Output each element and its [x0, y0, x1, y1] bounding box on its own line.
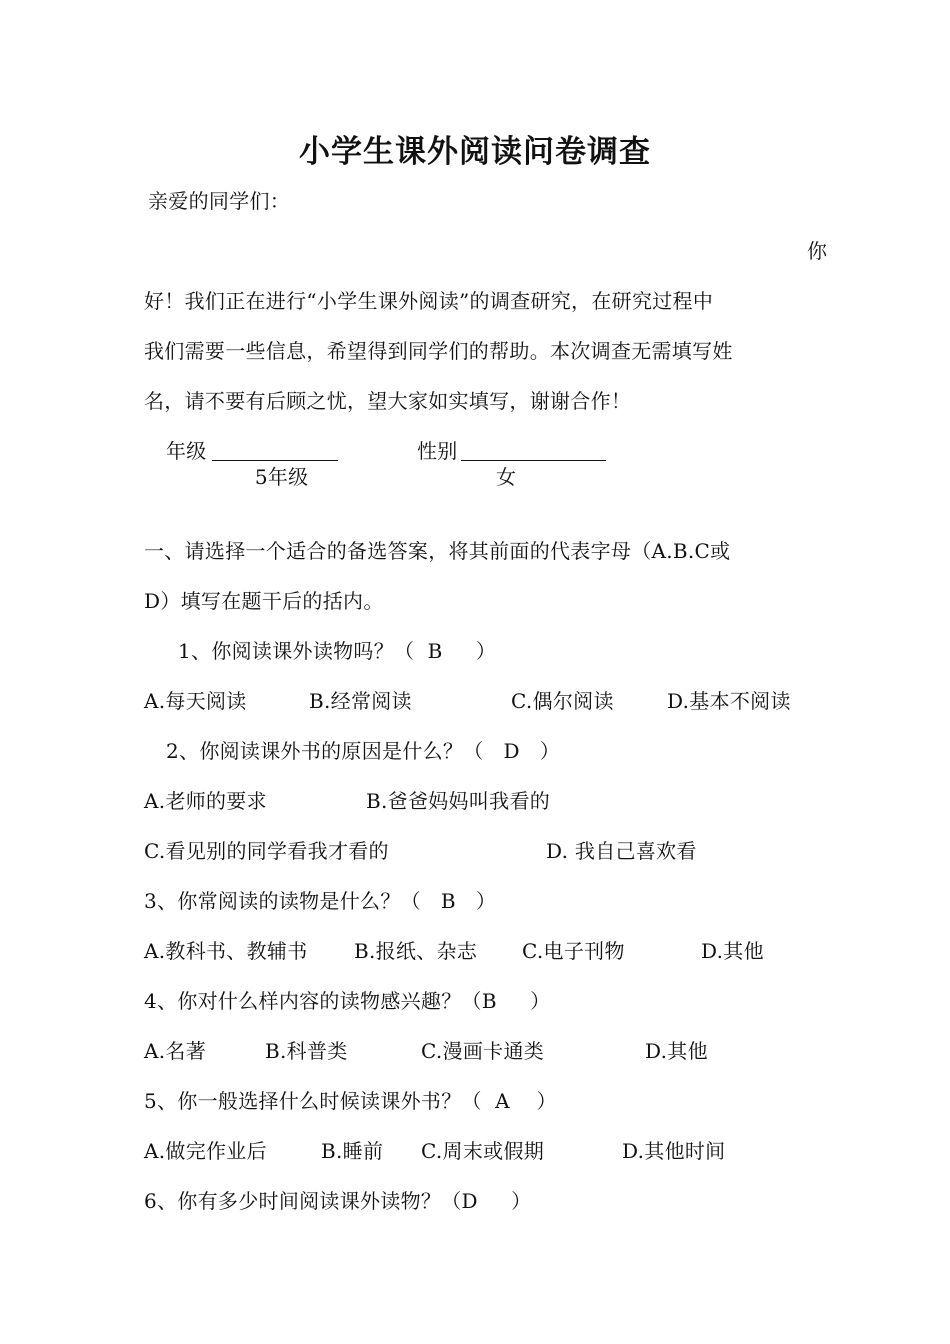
q2-option-d: D. 我自己喜欢看 [546, 839, 697, 863]
q5-option-d: D.其他时间 [622, 1139, 726, 1163]
grade-field[interactable] [212, 438, 338, 489]
q3-option-c: C.电子刊物 [522, 939, 625, 963]
intro-line-2: 我们需要一些信息，希望得到同学们的帮助。本次调查无需填写姓 [144, 339, 733, 363]
page-title: 小学生课外阅读问卷调查 [299, 134, 651, 170]
question-2: 2、你阅读课外书的原因是什么？（ D ） [166, 739, 561, 763]
q4-option-d: D.其他 [645, 1039, 708, 1063]
q5-option-a: A.做完作业后 [144, 1139, 267, 1163]
section-1-instruction-line-2: D）填写在题干后的括内。 [144, 589, 384, 613]
gender-label: 性别 [417, 439, 458, 463]
grade-value: 5年级 [254, 465, 309, 489]
q3-option-b: B.报纸、杂志 [354, 939, 478, 963]
q3-option-d: D.其他 [701, 939, 764, 963]
q1-option-a: A.每天阅读 [144, 689, 247, 713]
gender-field[interactable] [461, 438, 606, 489]
grade-label: 年级 [166, 439, 207, 463]
question-1: 1、你阅读课外读物吗？（ B ） [178, 639, 497, 663]
q3-option-a: A.教科书、教辅书 [144, 939, 308, 963]
salutation: 亲爱的同学们： [148, 189, 291, 213]
q2-option-c: C.看见别的同学看我才看的 [144, 839, 389, 863]
q1-option-c: C.偶尔阅读 [511, 689, 614, 713]
q5-option-c: C.周末或假期 [421, 1139, 545, 1163]
q4-option-b: B.科普类 [265, 1039, 348, 1063]
question-5: 5、你一般选择什么时候读课外书？（ A ） [144, 1089, 557, 1113]
q2-option-b: B.爸爸妈妈叫我看的 [366, 789, 551, 813]
question-6: 6、你有多少时间阅读课外读物？（D ） [144, 1189, 532, 1213]
q1-option-b: B.经常阅读 [309, 689, 412, 713]
q4-option-c: C.漫画卡通类 [421, 1039, 545, 1063]
intro-line-1: 好！我们正在进行“小学生课外阅读”的调查研究，在研究过程中 [144, 289, 714, 313]
q2-option-a: A.老师的要求 [144, 789, 267, 813]
intro-first-word: 你 [807, 239, 828, 263]
section-1-instruction-line-1: 一、请选择一个适合的备选答案，将其前面的代表字母（A.B.C或 [144, 539, 731, 563]
question-3: 3、你常阅读的读物是什么？（ B ） [144, 889, 497, 913]
gender-value: 女 [496, 465, 517, 489]
question-4: 4、你对什么样内容的读物感兴趣？（B ） [144, 989, 551, 1013]
q1-option-d: D.基本不阅读 [667, 689, 791, 713]
intro-line-3: 名，请不要有后顾之忧，望大家如实填写，谢谢合作！ [144, 389, 632, 413]
q5-option-b: B.睡前 [321, 1139, 384, 1163]
q4-option-a: A.名著 [144, 1039, 207, 1063]
